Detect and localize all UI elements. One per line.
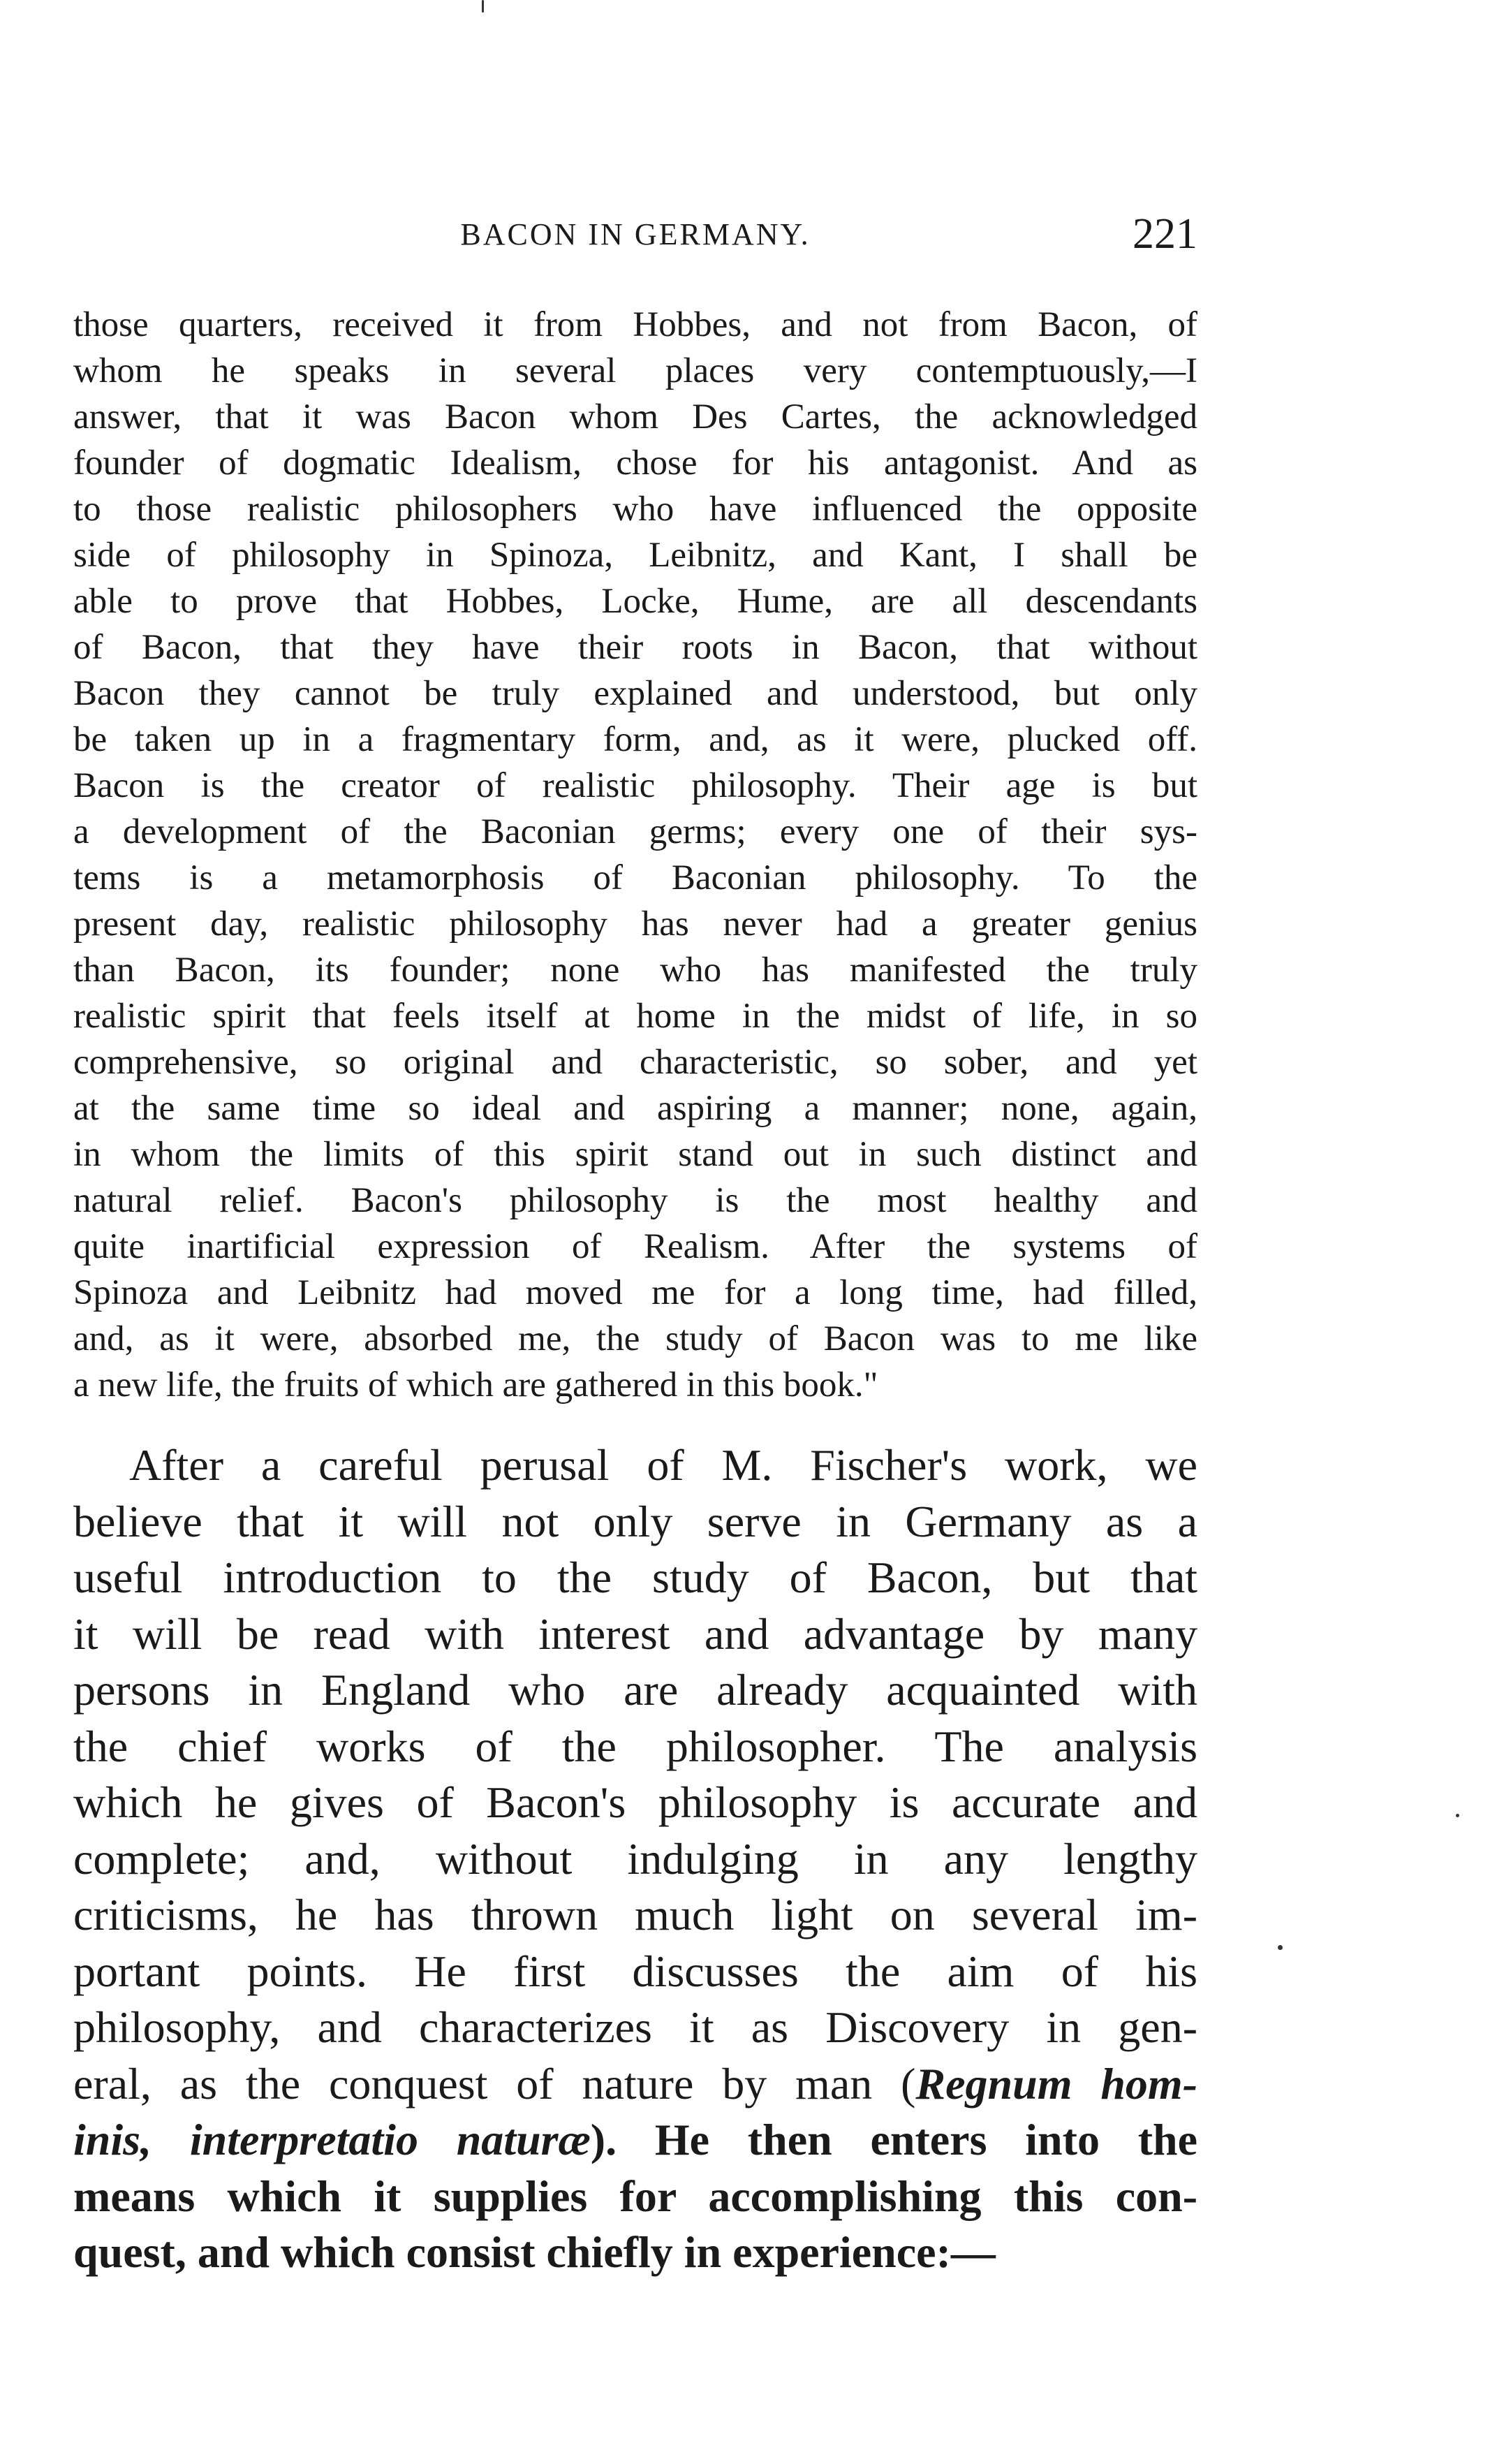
print-speck	[482, 0, 484, 13]
body-line: means which it supplies for accomplishing this con-	[73, 2171, 1197, 2221]
quote-line: whom he speaks in several places very contemptuously,—I	[73, 351, 1197, 390]
quote-line: realistic spirit that feels itself at home in the midst of life, in so	[73, 997, 1197, 1036]
page-number: 221	[1133, 210, 1197, 258]
quote-line: Bacon is the creator of realistic philosophy. Their age is but	[73, 766, 1197, 805]
quote-line: in whom the limits of this spirit stand out in such distinct and	[73, 1135, 1197, 1174]
quote-line: at the same time so ideal and aspiring a manner; none, again,	[73, 1089, 1197, 1128]
quote-line: answer, that it was Bacon whom Des Cartes, the acknowledged	[73, 397, 1197, 437]
body-line: which he gives of Bacon's philosophy is accurate and	[73, 1777, 1197, 1827]
quote-line: than Bacon, its founder; none who has manifested the truly	[73, 951, 1197, 990]
body-text: eral, as the conquest of nature by man (	[73, 2058, 916, 2109]
quote-line: to those realistic philosophers who have influenced the opposite	[73, 490, 1197, 529]
print-speck	[1278, 1945, 1283, 1950]
body-line: criticisms, he has thrown much light on several im-	[73, 1890, 1197, 1939]
body-line: After a careful perusal of M. Fischer's work, we	[129, 1440, 1197, 1490]
quote-line: able to prove that Hobbes, Locke, Hume, are all descendants	[73, 582, 1197, 621]
quote-line: tems is a metamorphosis of Baconian philosophy. To the	[73, 858, 1197, 897]
quote-line: natural relief. Bacon's philosophy is the most healthy and	[73, 1181, 1197, 1220]
print-speck	[1456, 1814, 1459, 1817]
quote-line: those quarters, received it from Hobbes, and not from Bacon, of	[73, 305, 1197, 344]
quote-line: founder of dogmatic Idealism, chose for his antagonist. And as	[73, 443, 1197, 483]
body-line: philosophy, and characterizes it as Discovery in gen-	[73, 2002, 1197, 2052]
body-line: believe that it will not only serve in Germany as a	[73, 1496, 1197, 1546]
running-title: BACON IN GERMANY.	[460, 217, 811, 251]
body-line	[73, 2056, 1197, 2113]
quote-line: a new life, the fruits of which are gathered in this book."	[73, 1365, 878, 1405]
quote-line: and, as it were, absorbed me, the study of Bacon was to me like	[73, 1319, 1197, 1358]
quote-line: Spinoza and Leibnitz had moved me for a long time, had filled,	[73, 1273, 1197, 1312]
latin-phrase: Regnum hom-	[915, 2058, 1198, 2109]
main-paragraph	[73, 1437, 1197, 2281]
quote-line: quite inartificial expression of Realism. After the systems of	[73, 1227, 1197, 1266]
body-text: ). He then enters into the	[590, 2115, 1198, 2164]
latin-phrase: inis, interpretatio naturæ	[73, 2115, 591, 2164]
body-line: quest, and which consist chiefly in experience:—	[73, 2227, 996, 2277]
body-line: it will be read with interest and advantage by many	[73, 1608, 1197, 1659]
quote-line: a development of the Baconian germs; every one of their sys-	[73, 812, 1197, 851]
quote-line: side of philosophy in Spinoza, Leibnitz, and Kant, I shall be	[73, 536, 1197, 575]
body-line	[73, 2112, 1197, 2169]
quoted-passage	[73, 302, 1197, 1408]
quote-line: present day, realistic philosophy has never had a greater genius	[73, 904, 1197, 944]
quote-line: of Bacon, that they have their roots in Bacon, that without	[73, 628, 1197, 667]
body-line: the chief works of the philosopher. The analysis	[73, 1721, 1197, 1771]
quote-line: Bacon they cannot be truly explained and understood, but only	[73, 674, 1197, 713]
body-line: portant points. He first discusses the aim of his	[73, 1946, 1197, 1996]
quote-line: be taken up in a fragmentary form, and, as it were, plucked off.	[73, 720, 1197, 759]
page-header	[73, 210, 1197, 265]
body-line: persons in England who are already acquainted with	[73, 1665, 1197, 1715]
body-line: useful introduction to the study of Bacon, but that	[73, 1553, 1197, 1602]
body-line: complete; and, without indulging in any lengthy	[73, 1833, 1197, 1884]
quote-line: comprehensive, so original and characteristic, so sober, and yet	[73, 1043, 1197, 1082]
